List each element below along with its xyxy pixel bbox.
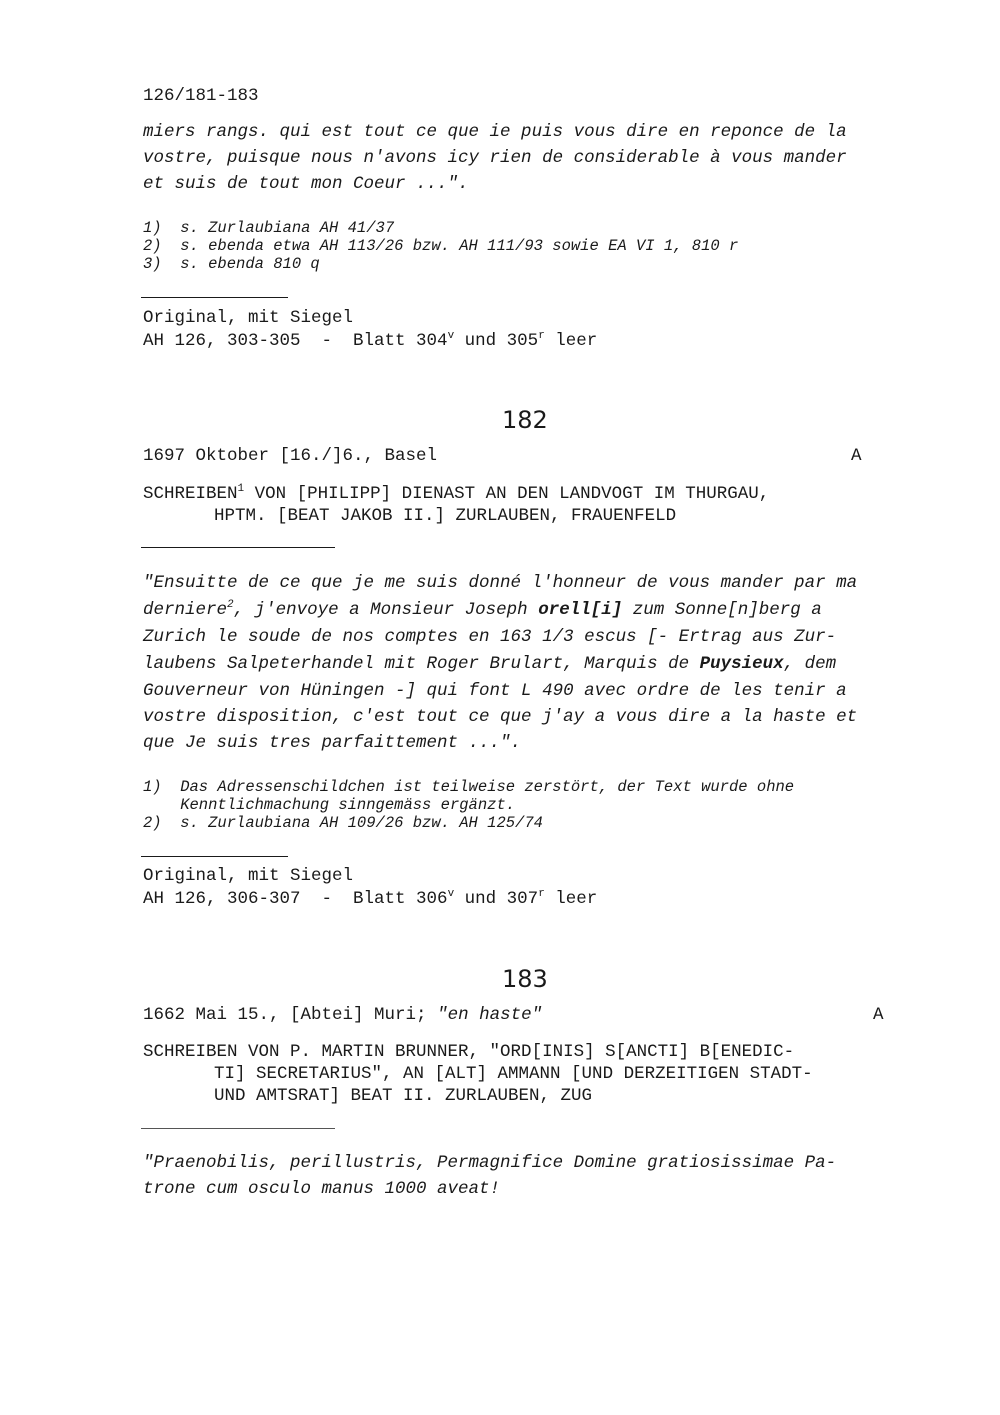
document-title: TI] SECRETARIUS", AN [ALT] AMMANN [UND DERZEITIGEN STADT- xyxy=(214,1064,813,1084)
footnote: 2) s. Zurlaubiana AH 109/26 bzw. AH 125/74 xyxy=(143,814,543,832)
letter-text-line: "Praenobilis, perillustris, Permagnifice Domine gratiosissimae Pa- xyxy=(143,1153,837,1173)
date-place: 1662 Mai 15., [Abtei] Muri; "en haste" xyxy=(143,1005,543,1025)
document-marker: A xyxy=(851,446,862,466)
footnote: 2) s. ebenda etwa AH 113/26 bzw. AH 111/93 sowie EA VI 1, 810 r xyxy=(143,237,739,255)
document-title: SCHREIBEN VON P. MARTIN BRUNNER, "ORD[INIS] S[ANCTI] B[ENEDIC- xyxy=(143,1042,795,1062)
letter-text-line: vostre, puisque nous n'avons icy rien de considerable à vous mander xyxy=(143,148,847,168)
letter-text-line: Gouverneur von Hüningen -] qui font L 490 avec ordre de les tenir a xyxy=(143,681,847,701)
footnote: 1) Das Adressenschildchen ist teilweise zerstört, der Text wurde ohne xyxy=(143,778,795,796)
letter-text-line: trone cum osculo manus 1000 aveat! xyxy=(143,1179,501,1199)
page-reference: 126/181-183 xyxy=(143,86,259,106)
letter-text-line: vostre disposition, c'est tout ce que j'ay a vous dire a la haste et xyxy=(143,707,858,727)
footnote: Kenntlichmachung sinngemäss ergänzt. xyxy=(143,796,516,814)
letter-text-line: laubens Salpeterhandel mit Roger Brulart, Marquis de Puysieux, dem xyxy=(143,654,837,674)
separator-rule xyxy=(141,297,288,298)
letter-text-line: Zurich le soude de nos comptes en 163 1/3 escus [- Ertrag aus Zur- xyxy=(143,627,837,647)
separator-rule xyxy=(141,856,288,857)
letter-text-line: "Ensuitte de ce que je me suis donné l'honneur de vous mander par ma xyxy=(143,573,858,593)
letter-text-line: miers rangs. qui est tout ce que ie puis vous dire en reponce de la xyxy=(143,122,847,142)
document-marker: A xyxy=(873,1005,884,1025)
source-reference: AH 126, 303-305 - Blatt 304$^v$ und 305$^r$ leer xyxy=(143,330,598,351)
letter-text-line: que Je suis tres parfaittement ...". xyxy=(143,733,522,753)
separator-rule xyxy=(141,547,335,548)
footnote: 1) s. Zurlaubiana AH 41/37 xyxy=(143,219,395,237)
document-title: SCHREIBEN$^1$ VON [PHILIPP] DIENAST AN DEN LANDVOGT IM THURGAU, xyxy=(143,483,770,504)
document-number: 183 xyxy=(502,965,548,993)
source-reference: AH 126, 306-307 - Blatt 306$^v$ und 307$^r$ leer xyxy=(143,888,598,909)
footnote: 3) s. ebenda 810 q xyxy=(143,255,320,273)
date-place: 1697 Oktober [16./]6., Basel xyxy=(143,446,438,466)
document-number: 182 xyxy=(502,406,548,434)
document-title: HPTM. [BEAT JAKOB II.] ZURLAUBEN, FRAUENFELD xyxy=(214,506,677,526)
letter-text-line: derniere$^2$, j'envoye a Monsieur Joseph orell[i] zum Sonne[n]berg a xyxy=(143,599,822,620)
separator-rule xyxy=(141,1128,335,1129)
source-note: Original, mit Siegel xyxy=(143,866,354,886)
source-note: Original, mit Siegel xyxy=(143,308,354,328)
document-title: UND AMTSRAT] BEAT II. ZURLAUBEN, ZUG xyxy=(214,1086,593,1106)
letter-text-line: et suis de tout mon Coeur ...". xyxy=(143,174,469,194)
